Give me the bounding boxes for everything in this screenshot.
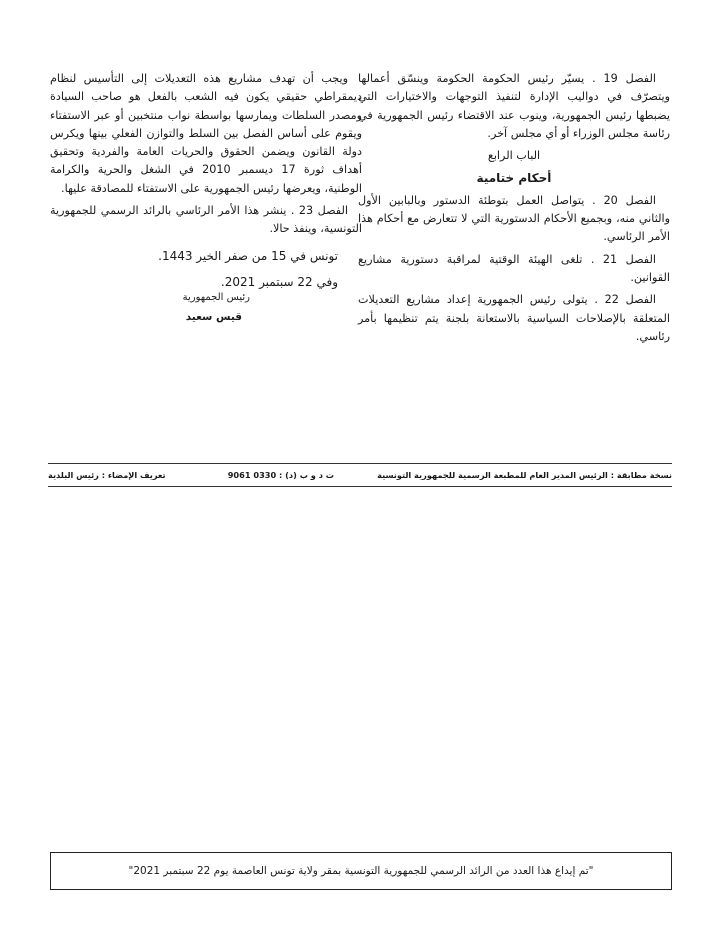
signature-certification: تعريف الإمضاء : رئيس البلدية [48, 470, 166, 480]
copy-certification: نسخة مطابقة : الرئيس المدير العام للمطبعة الرسمية للجمهورية التونسية [377, 470, 672, 480]
footer-top-rule [48, 463, 672, 464]
article-22: الفصل 22 . يتولى رئيس الجمهورية إعداد مشاريع التعديلات المتعلقة بالإصلاحات السياسية بالاستعانة بلجنة يتم تنظيمها بأمر رئاسي. [358, 293, 670, 343]
gregorian-date: وفي 22 سبتمبر 2021. [220, 274, 338, 289]
deposit-notice: "تم إيداع هذا العدد من الرائد الرسمي للجمهورية التونسية بمقر ولاية تونس العاصمة يوم 22 سبتمبر 2021" [128, 865, 594, 877]
deposit-notice-box [50, 852, 672, 890]
signature-title: رئيس الجمهورية [182, 292, 250, 304]
chapter-title: أحكام ختامية [476, 171, 552, 186]
right-column [358, 70, 670, 350]
article-19: الفصل 19 . يسيّر رئيس الحكومة الحكومة وينسّق أعمالها ويتصرّف في دواليب الإدارة لتنفيذ التوجهات والاختيارات التي يضبطها رئيس الجمهورية، وينوب عند الاقتضاء رئيس الجمهورية في رئاسة مجلس الوزراء أو أي مجلس آخر. [358, 72, 670, 140]
left-column [50, 70, 362, 329]
footer-row [48, 468, 672, 482]
chapter-label: الباب الرابع [487, 149, 541, 163]
reference-number: ت د و ب (د) : 0330 9061 [227, 470, 334, 480]
footer-bottom-rule [48, 486, 672, 487]
article-20: الفصل 20 . يتواصل العمل بتوطئة الدستور وبالبابين الأول والثاني منه، وبجميع الأحكام الدستورية التي لا تتعارض مع أحكام هذا الأمر الرئاسي. [358, 193, 670, 244]
place-and-hijri-date: تونس في 15 من صفر الخير 1443. [158, 248, 338, 263]
amendments-goals-paragraph: ويجب أن تهدف مشاريع هذه التعديلات إلى التأسيس لنظام ديمقراطي حقيقي يكون فيه الشعب بالفعل هو صاحب السيادة ومصدر السلطات ويمارسها بواسطة نواب منتخبين أو عبر الاستفتاء ويقوم على أساس الفصل بين السلط والتوازن الفعلي بينها ويكرس دولة القانون ويضمن الحقوق والحريات العامة والفردية وتحقيق أهداف ثورة 17 ديسمبر 2010 في الشغل والحرية والكرامة الوطنية، ويعرضها رئيس الجمهورية على الاستفتاء للمصادقة عليها. [50, 72, 362, 195]
article-21: الفصل 21 . تلغى الهيئة الوقتية لمراقبة دستورية مشاريع القوانين. [358, 252, 670, 284]
signature-name: قيس سعيد [185, 311, 242, 324]
article-23: الفصل 23 . ينشر هذا الأمر الرئاسي بالرائد الرسمي للجمهورية التونسية، وينفذ حالا. [50, 204, 362, 236]
